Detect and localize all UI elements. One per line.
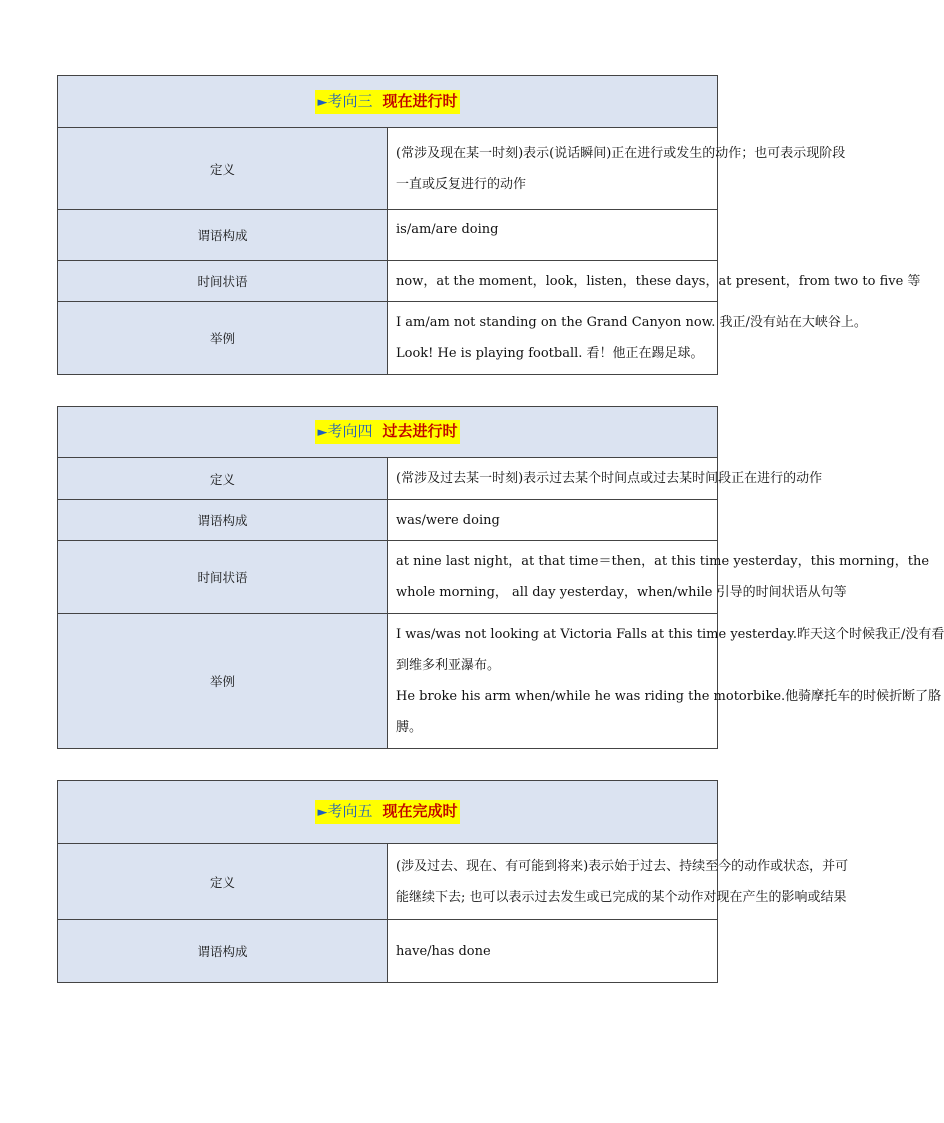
row-value	[388, 614, 944, 749]
text-fragment: at this time yesterday，	[654, 554, 811, 569]
topic-label: 现在进行时	[382, 91, 458, 110]
text-line: is/am/are doing	[396, 222, 499, 237]
section-table-present-perfect	[57, 780, 849, 983]
arrow-right-icon: ►	[317, 94, 328, 110]
text-fragment: the	[907, 554, 930, 569]
text-line: 一直或反复进行的动作	[396, 176, 527, 192]
kaoxiang-label: 考向四	[327, 422, 373, 440]
row-label: 谓语构成	[58, 500, 388, 541]
row-value	[388, 302, 867, 375]
text-line: now，at the moment，look，listen，these days，at present，from two to five 等	[396, 273, 921, 289]
section-header	[58, 407, 718, 458]
row-value	[388, 210, 718, 261]
arrow-right-icon: ►	[317, 425, 328, 440]
text-line: (常涉及过去某一时刻)表示过去某个时间点或过去某时间段正在进行的动作	[396, 471, 823, 486]
row-value	[388, 500, 718, 541]
row-label: 时间状语	[58, 541, 388, 614]
row-value	[388, 261, 921, 302]
justified-line	[396, 546, 930, 577]
section-title	[315, 800, 459, 824]
text-line: (常涉及现在某一时刻)表示(说话瞬间)正在进行或发生的动作；也可表示现阶段	[396, 145, 846, 161]
row-label: 谓语构成	[58, 210, 388, 261]
row-value	[388, 920, 718, 983]
topic-label: 现在完成时	[382, 802, 458, 820]
row-label: 举例	[58, 302, 388, 375]
text-line: 到维多利亚瀑布。	[396, 658, 501, 673]
text-line: whole morning， all day yesterday，when/while 引导的时间状语从句等	[396, 585, 847, 600]
row-label: 定义	[58, 128, 388, 210]
section-header	[58, 781, 718, 844]
row-value	[388, 541, 930, 614]
text-line: Look! He is playing football. 看！他正在踢足球。	[396, 346, 704, 361]
text-line: He broke his arm when/while he was riding the motorbike.他骑摩托车的时候折断了胳	[396, 689, 942, 704]
row-value	[388, 458, 823, 500]
section-table-past-continuous	[57, 406, 944, 749]
section-table-present-continuous	[57, 75, 921, 375]
section-title	[315, 90, 459, 114]
text-line: was/were doing	[396, 512, 500, 528]
text-fragment: at nine last night，	[396, 554, 522, 569]
text-fragment: this morning，	[810, 554, 908, 569]
section-title	[315, 420, 459, 444]
arrow-right-icon: ►	[317, 805, 328, 820]
text-line: 膊。	[396, 720, 423, 735]
row-label: 时间状语	[58, 261, 388, 302]
text-line: 能继续下去; 也可以表示过去发生或已完成的某个动作对现在产生的影响或结果	[396, 889, 847, 905]
row-label: 定义	[58, 844, 388, 920]
row-value	[388, 844, 849, 920]
row-label: 举例	[58, 614, 388, 749]
kaoxiang-label: 考向三	[327, 91, 373, 110]
text-fragment: at that time＝then，	[521, 554, 655, 569]
text-line: I was/was not looking at Victoria Falls at this time yesterday.昨天这个时候我正/没有看	[396, 627, 944, 642]
row-value	[388, 128, 846, 210]
kaoxiang-label: 考向五	[327, 802, 373, 820]
text-line: (涉及过去、现在、有可能到将来)表示始于过去、持续至今的动作或状态，并可	[396, 858, 849, 874]
topic-label: 过去进行时	[382, 422, 458, 440]
text-line: have/has done	[396, 943, 491, 959]
text-line: I am/am not standing on the Grand Canyon now. 我正/没有站在大峡谷上。	[396, 315, 867, 330]
row-label: 定义	[58, 458, 388, 500]
section-header	[58, 76, 718, 128]
row-label: 谓语构成	[58, 920, 388, 983]
